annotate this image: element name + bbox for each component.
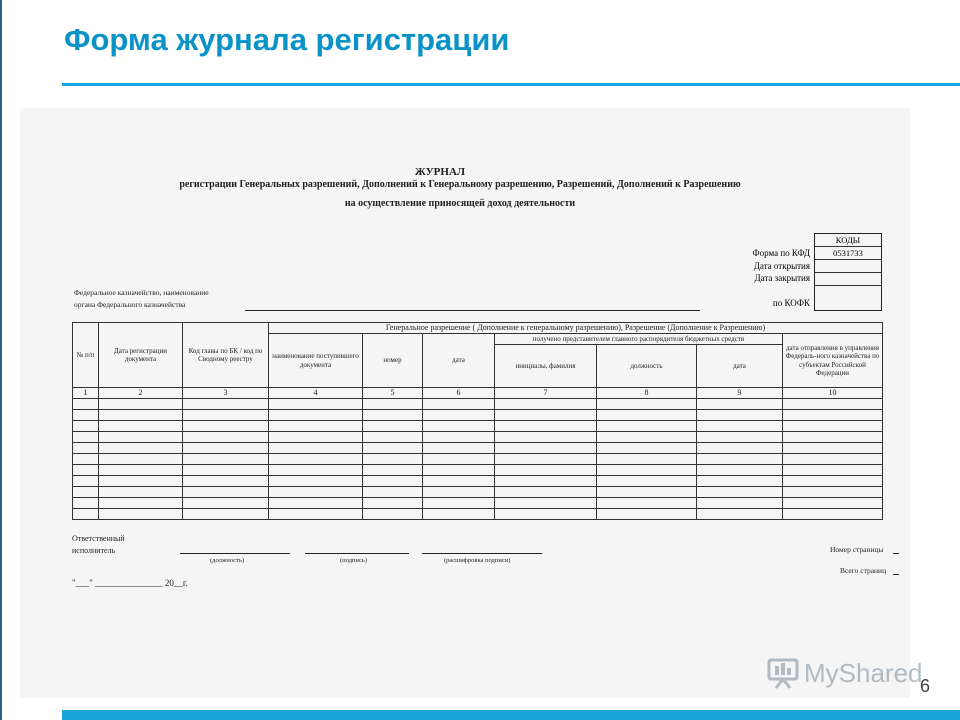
col-sent: дата отправления в управления Федераль-ного казначейства по субъектам Российской Федерации xyxy=(783,334,883,388)
responsible-label-1: Ответственный xyxy=(72,534,125,543)
col-number-cell: 9 xyxy=(697,388,783,399)
title-rule xyxy=(62,83,960,86)
col-name: наименование поступившего документа xyxy=(269,334,363,388)
watermark-text: MyShared xyxy=(804,657,923,688)
bottom-bar xyxy=(62,710,960,720)
total-pages-line xyxy=(893,574,899,575)
col-initials: инициалы, фамилия xyxy=(495,345,597,388)
col-number-cell: 4 xyxy=(269,388,363,399)
sig-signature-caption: (подпись) xyxy=(340,557,367,564)
sig-line-signature xyxy=(305,553,409,554)
code-blank xyxy=(815,260,881,273)
code-blank xyxy=(815,273,881,286)
table-row xyxy=(73,509,883,520)
table-row xyxy=(73,432,883,443)
codes-box xyxy=(814,233,882,311)
col-number-cell: 3 xyxy=(183,388,269,399)
page-number-label: Номер страницы xyxy=(830,545,884,554)
journal-subheading-2: на осуществление приносящей доход деятельности xyxy=(344,198,576,209)
sig-position-caption: (должность) xyxy=(210,557,245,564)
treasury-label-2: органа Федерального казначейства xyxy=(74,300,186,309)
col-position: должность xyxy=(597,345,697,388)
slide-page-number: 6 xyxy=(920,676,931,696)
watermark-logo xyxy=(766,656,923,690)
code-label: по КОФК xyxy=(772,298,810,308)
presentation-icon xyxy=(766,656,800,690)
table-row xyxy=(73,465,883,476)
codes-header: КОДЫ xyxy=(815,234,881,247)
col-code: Код главы по БК / код по Сводному реестру xyxy=(183,323,269,388)
table-row xyxy=(73,399,883,410)
table-number-row xyxy=(73,388,883,399)
date-line: "___" _______________ 20__г. xyxy=(72,578,188,588)
col-number-cell: 6 xyxy=(423,388,495,399)
col-number-cell: 1 xyxy=(73,388,99,399)
received-header: получено представителем главного распорядителя бюджетных средств xyxy=(495,334,783,345)
code-label xyxy=(700,285,810,298)
code-label: Дата открытия xyxy=(753,260,810,271)
journal-heading: ЖУРНАЛ xyxy=(414,166,466,178)
col-date: дата xyxy=(423,334,495,388)
table-row xyxy=(73,443,883,454)
code-value: 0531733 xyxy=(815,247,881,260)
treasury-label-1: Федеральное казначейство, наименование xyxy=(74,288,209,297)
col-number: номер xyxy=(363,334,423,388)
col-number-cell: 2 xyxy=(99,388,183,399)
treasury-line xyxy=(245,310,700,311)
col-number-cell: 5 xyxy=(363,388,423,399)
sig-line-position xyxy=(180,553,290,554)
page-number-line xyxy=(893,553,899,554)
table-row xyxy=(73,487,883,498)
table-row xyxy=(73,454,883,465)
col-number-cell: 7 xyxy=(495,388,597,399)
table-row xyxy=(73,476,883,487)
col-num: № п/п xyxy=(73,323,99,388)
journal-subheading: регистрации Генеральных разрешений, Дополнений к Генеральному разрешению, Разрешений, Дополнений к Разрешению xyxy=(179,179,741,190)
code-label: Форма по КФД xyxy=(752,248,810,258)
table-row xyxy=(73,410,883,421)
col-number-cell: 10 xyxy=(783,388,883,399)
col-date-reg: Дата регистрации документа xyxy=(99,323,183,388)
col-recv-date: дата xyxy=(697,345,783,388)
table-row xyxy=(73,421,883,432)
group-header: Генеральное разрешение ( Дополнение к генеральному разрешению), Разрешение (Дополнение к Разрешению) xyxy=(269,323,883,334)
responsible-label-2: исполнитель xyxy=(72,546,116,555)
code-blank xyxy=(815,286,881,310)
code-label: Дата закрытия xyxy=(754,273,810,283)
sig-line-decode xyxy=(422,553,542,554)
journal-table xyxy=(72,322,883,520)
table-row xyxy=(73,498,883,509)
code-labels xyxy=(700,247,810,310)
col-number-cell: 8 xyxy=(597,388,697,399)
sig-decode-caption: (расшифровка подписи) xyxy=(444,557,511,564)
total-pages-label: Всего страниц xyxy=(840,566,887,575)
slide-left-edge xyxy=(0,0,2,720)
slide-title: Форма журнала регистрации xyxy=(64,22,510,57)
